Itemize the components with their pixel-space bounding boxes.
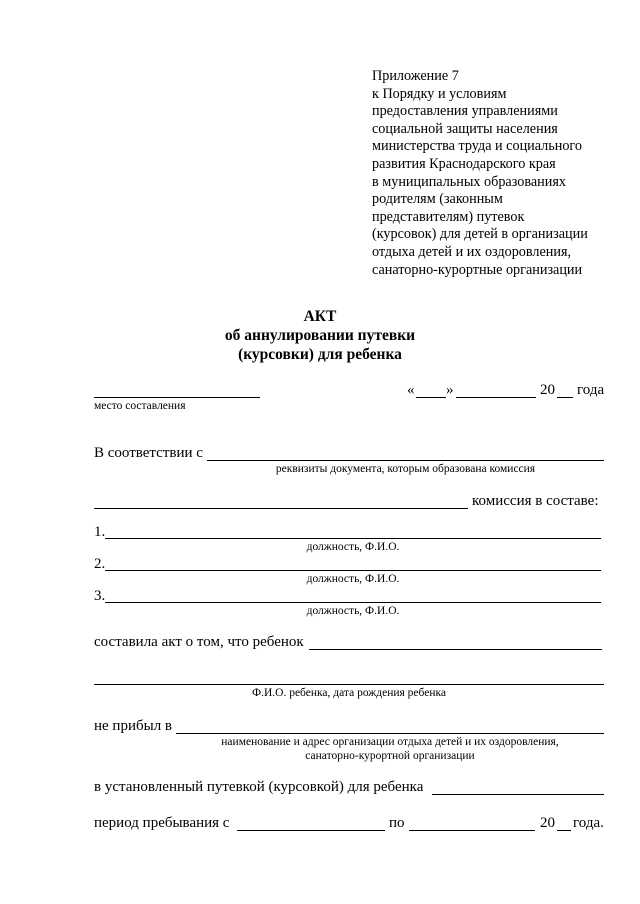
title-line-1: АКТ <box>303 308 337 325</box>
place-field[interactable] <box>94 397 260 398</box>
member-number: 2. <box>94 556 106 572</box>
appendix-line: развития Краснодарского края <box>372 155 556 172</box>
commission-name-field[interactable] <box>94 508 468 509</box>
organization-caption-2: санаторно-курортной организации <box>305 750 475 762</box>
document-title <box>0 308 640 364</box>
period-year-suffix: года. <box>573 815 604 831</box>
member-3-field[interactable] <box>105 602 601 603</box>
title-line-3: (курсовки) для ребенка <box>238 345 402 363</box>
member-1-field[interactable] <box>105 538 601 539</box>
place-caption: место составления <box>94 400 186 412</box>
appendix-line: Приложение 7 <box>372 68 459 84</box>
member-2-field[interactable] <box>105 570 601 571</box>
date-year-field[interactable] <box>557 397 573 398</box>
member-caption: должность, Ф.И.О. <box>306 541 400 553</box>
appendix-line: к Порядку и условиям <box>372 85 507 102</box>
appendix-line: (курсовок) для детей в организации <box>372 226 588 243</box>
child-name-field-start[interactable] <box>309 649 602 650</box>
date-day-field[interactable] <box>416 397 446 398</box>
appendix-line: социальной защиты населения <box>372 120 558 137</box>
appendix-line: в муниципальных образованиях <box>372 173 566 190</box>
appendix-line: министерства труда и социального <box>372 138 582 155</box>
basis-caption: реквизиты документа, которым образована комиссия <box>275 463 536 475</box>
organization-field[interactable] <box>176 733 604 734</box>
basis-field[interactable] <box>207 460 604 461</box>
act-statement-label: составила акт о том, что ребенок <box>94 634 304 650</box>
date-year-suffix: года <box>577 382 605 398</box>
period-to-label: по <box>389 815 405 831</box>
member-number: 1. <box>94 524 106 540</box>
title-line-2: об аннулировании путевки <box>224 326 416 344</box>
commission-label: комиссия в составе: <box>472 493 599 509</box>
date-month-field[interactable] <box>456 397 536 398</box>
member-caption: должность, Ф.И.О. <box>306 573 400 585</box>
period-label: период пребывания с <box>94 815 230 831</box>
not-arrived-label: не прибыл в <box>94 718 173 734</box>
voucher-time-field[interactable] <box>432 794 604 795</box>
period-to-field[interactable] <box>409 830 535 831</box>
appendix-line: родителям (законным <box>372 191 503 208</box>
basis-label: В соответствии с <box>94 445 203 461</box>
period-from-field[interactable] <box>237 830 385 831</box>
organization-caption-1: наименование и адрес организации отдыха детей и их оздоровления, <box>221 736 559 748</box>
member-number: 3. <box>94 588 106 604</box>
date-open-quote: « <box>407 382 415 398</box>
date-close-quote: » <box>446 382 454 398</box>
period-year-field[interactable] <box>557 830 571 831</box>
child-caption: Ф.И.О. ребенка, дата рождения ребенка <box>252 687 446 699</box>
child-name-field[interactable] <box>94 684 604 685</box>
appendix-header <box>372 68 617 279</box>
period-year-prefix: 20 <box>540 815 555 831</box>
member-caption: должность, Ф.И.О. <box>306 605 400 617</box>
appendix-line: предоставления управлениями <box>372 103 558 120</box>
date-year-prefix: 20 <box>540 382 555 398</box>
voucher-time-label: в установленный путевкой (курсовкой) для ребенка <box>94 779 424 795</box>
appendix-line: представителям) путевок <box>372 208 525 225</box>
appendix-line: санаторно-курортные организации <box>372 261 583 278</box>
appendix-line: отдыха детей и их оздоровления, <box>372 243 572 260</box>
